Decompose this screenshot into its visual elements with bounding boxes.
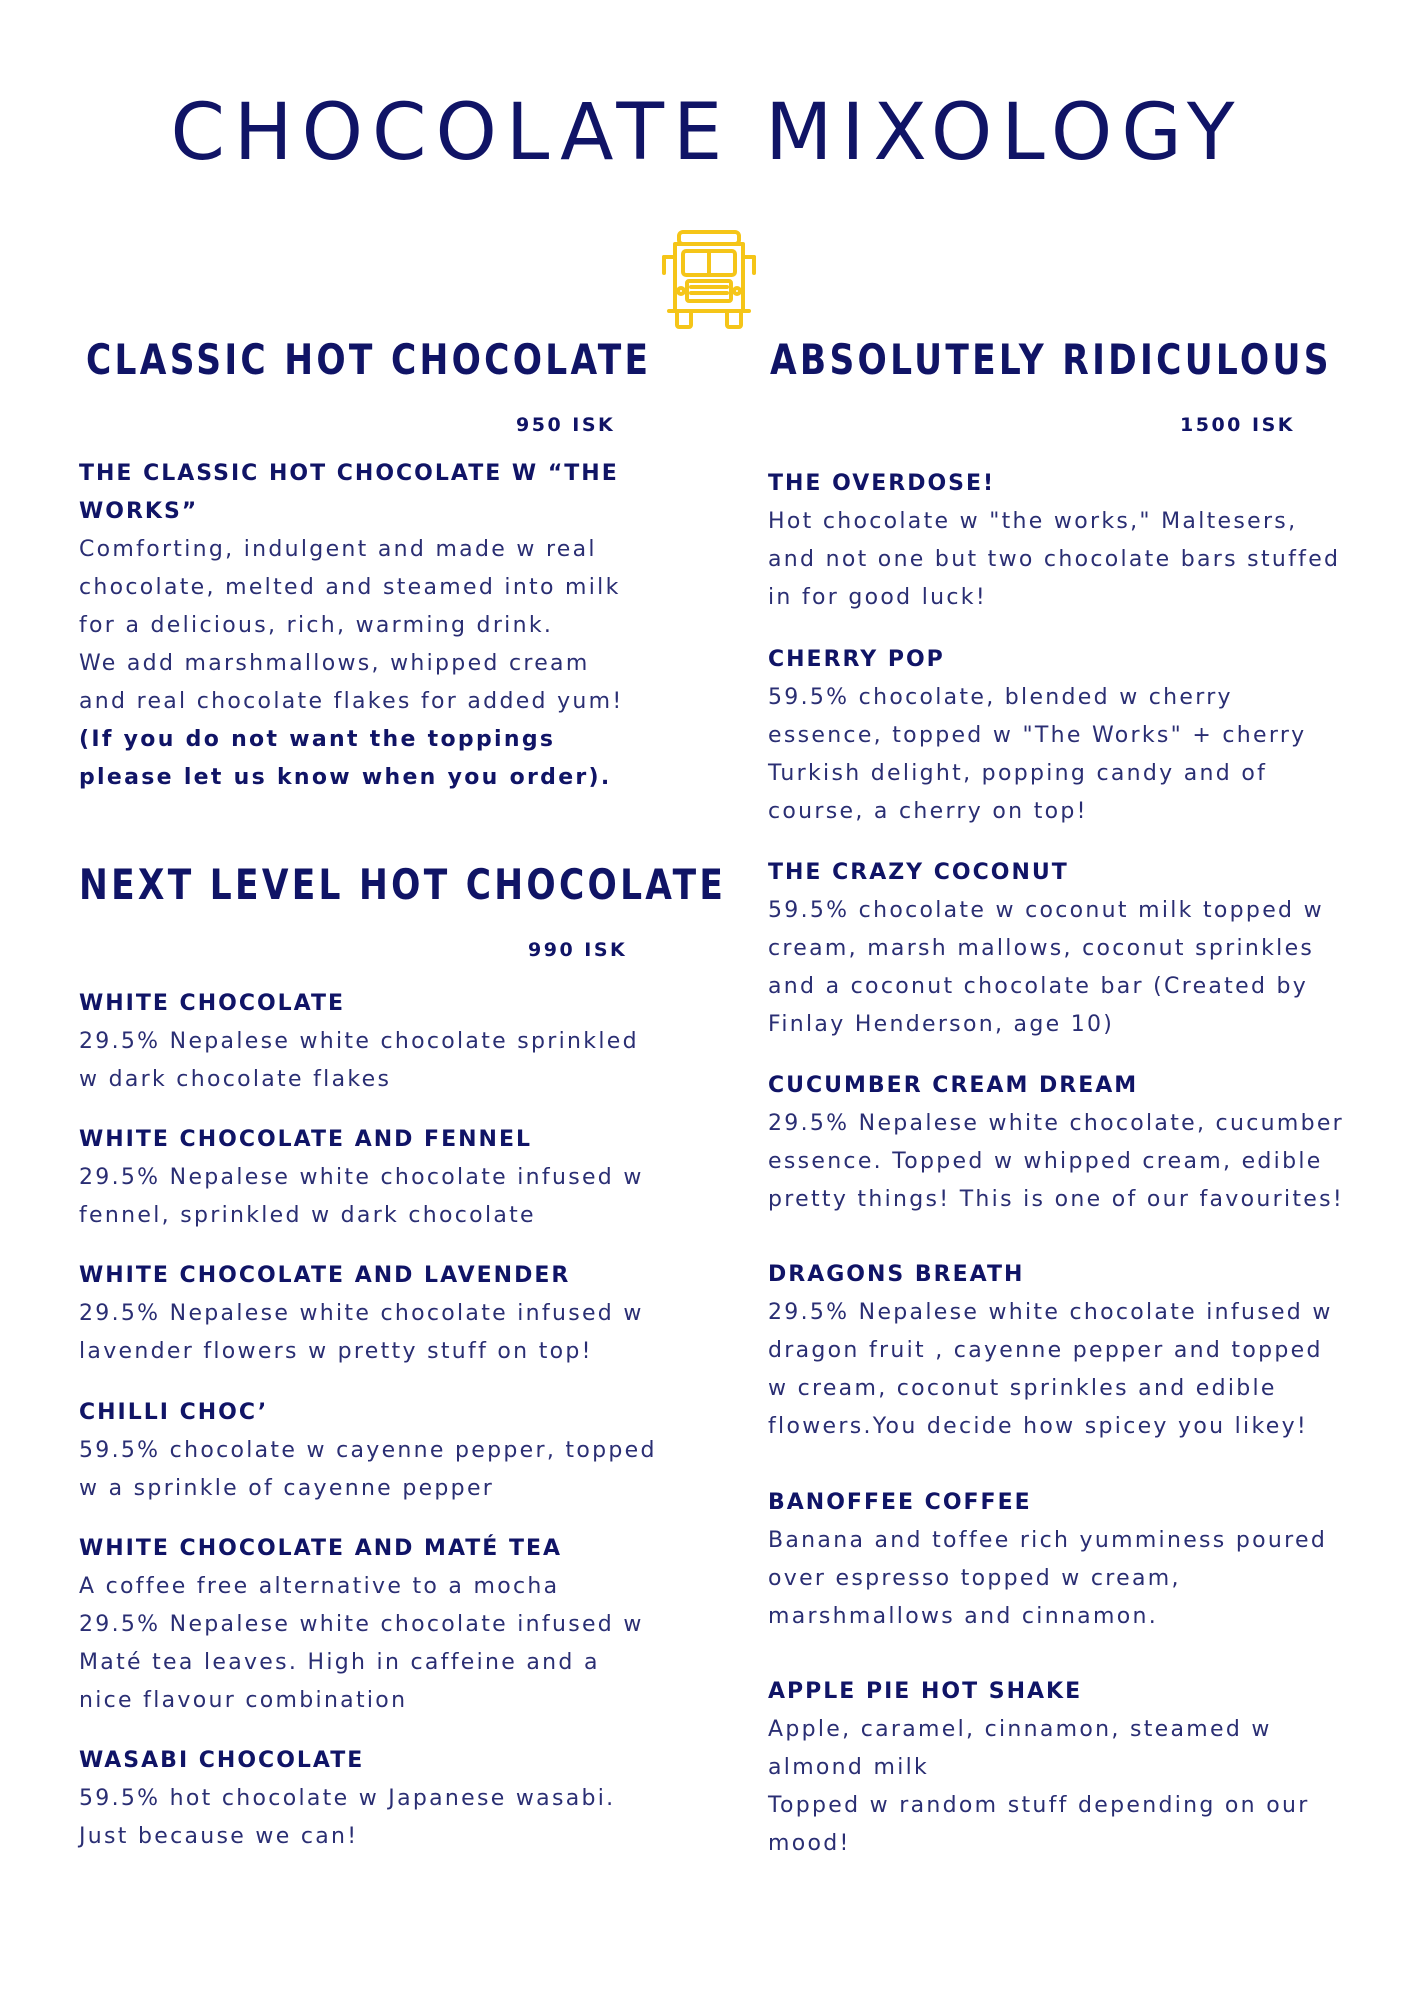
item-desc: 59.5% hot chocolate w Japanese wasabi. Just because we can! (79, 1786, 616, 1849)
item-name: WHITE CHOCOLATE (79, 991, 346, 1016)
menu-item (768, 1067, 1348, 1219)
item-name: CUCUMBER CREAM DREAM (768, 1073, 1139, 1098)
item-desc: 29.5% Nepalese white chocolate sprinkled w dark chocolate flakes (79, 1029, 639, 1092)
menu-item (79, 1121, 659, 1235)
item-desc: 29.5% Nepalese white chocolate, cucumber essence. Topped w whipped cream, edible pretty things! This is one of our favourites! (768, 1111, 1345, 1212)
item-name: WHITE CHOCOLATE AND FENNEL (79, 1127, 532, 1152)
item-name: THE OVERDOSE! (768, 471, 996, 496)
menu-item (79, 985, 659, 1099)
item-name: APPLE PIE HOT SHAKE (768, 1679, 1083, 1704)
page-title: CHOCOLATE MIXOLOGY (170, 88, 1244, 178)
item-desc: Banana and toffee rich yumminess poured over espresso topped w cream, marshmallows and cinnamon. (768, 1528, 1328, 1629)
item-name: CHERRY POP (768, 647, 945, 672)
classic-heading: CLASSIC HOT CHOCOLATE (86, 335, 652, 384)
menu-item (768, 641, 1348, 831)
item-desc: A coffee free alternative to a mocha 29.5% Nepalese white chocolate infused w Maté tea leaves. High in caffeine and a nice flavour combination (79, 1574, 644, 1713)
item-desc: 29.5% Nepalese white chocolate infused w lavender flowers w pretty stuff on top! (79, 1301, 644, 1364)
menu-item (768, 465, 1348, 617)
item-name: THE CLASSIC HOT CHOCOLATE W “THE WORKS” (79, 461, 619, 524)
item-name: THE CRAZY COCONUT (768, 860, 1069, 885)
item-name: WHITE CHOCOLATE AND MATÉ TEA (79, 1536, 563, 1561)
item-desc: 59.5% chocolate w coconut milk topped w cream, marsh mallows, coconut sprinkles and a coconut chocolate bar (Created by Finlay Henderson, age 10) (768, 898, 1324, 1037)
item-desc: 59.5% chocolate, blended w cherry essence, topped w "The Works" + cherry Turkish delight, popping candy and of course, a cherry on top! (768, 685, 1307, 824)
item-desc: Hot chocolate w "the works," Maltesers, and not one but two chocolate bars stuffed in for good luck! (768, 509, 1341, 610)
ridiculous-heading: ABSOLUTELY RIDICULOUS (770, 335, 1332, 384)
item-desc: 59.5% chocolate w cayenne pepper, topped w a sprinkle of cayenne pepper (79, 1438, 657, 1501)
classic-price: 950 ISK (516, 414, 616, 436)
item-note: (If you do not want the toppings please let us know when you order). (79, 727, 612, 790)
item-desc: Comforting, indulgent and made w real chocolate, melted and steamed into milk for a delicious, rich, warming drink. We add marshmallows, whipped cream and real chocolate flakes for added yum! (79, 537, 624, 714)
ridiculous-price: 1500 ISK (1180, 414, 1295, 436)
menu-item (768, 1673, 1348, 1863)
item-desc: 29.5% Nepalese white chocolate infused w fennel, sprinkled w dark chocolate (79, 1165, 644, 1228)
item-name: WHITE CHOCOLATE AND LAVENDER (79, 1263, 571, 1288)
item-desc: 29.5% Nepalese white chocolate infused w dragon fruit , cayenne pepper and topped w cream, coconut sprinkles and edible flowers.You decide how spicey you likey! (768, 1300, 1333, 1439)
menu-item (768, 1484, 1348, 1636)
next-level-price: 990 ISK (528, 939, 628, 961)
menu-item (79, 1742, 659, 1856)
item-name: BANOFFEE COFFEE (768, 1490, 1032, 1515)
item-name: WASABI CHOCOLATE (79, 1748, 365, 1773)
menu-item (79, 1394, 659, 1508)
school-bus-icon (661, 229, 757, 331)
menu-item (79, 1257, 659, 1371)
menu-item (79, 1530, 659, 1720)
item-name: DRAGONS BREATH (768, 1262, 1025, 1287)
menu-item (768, 1256, 1348, 1446)
next-level-heading: NEXT LEVEL HOT CHOCOLATE (79, 860, 727, 909)
menu-item (768, 854, 1348, 1044)
classic-item (79, 455, 639, 797)
item-desc: Apple, caramel, cinnamon, steamed w almond milk Topped w random stuff depending on our mood! (768, 1717, 1310, 1856)
item-name: CHILLI CHOC’ (79, 1400, 269, 1425)
